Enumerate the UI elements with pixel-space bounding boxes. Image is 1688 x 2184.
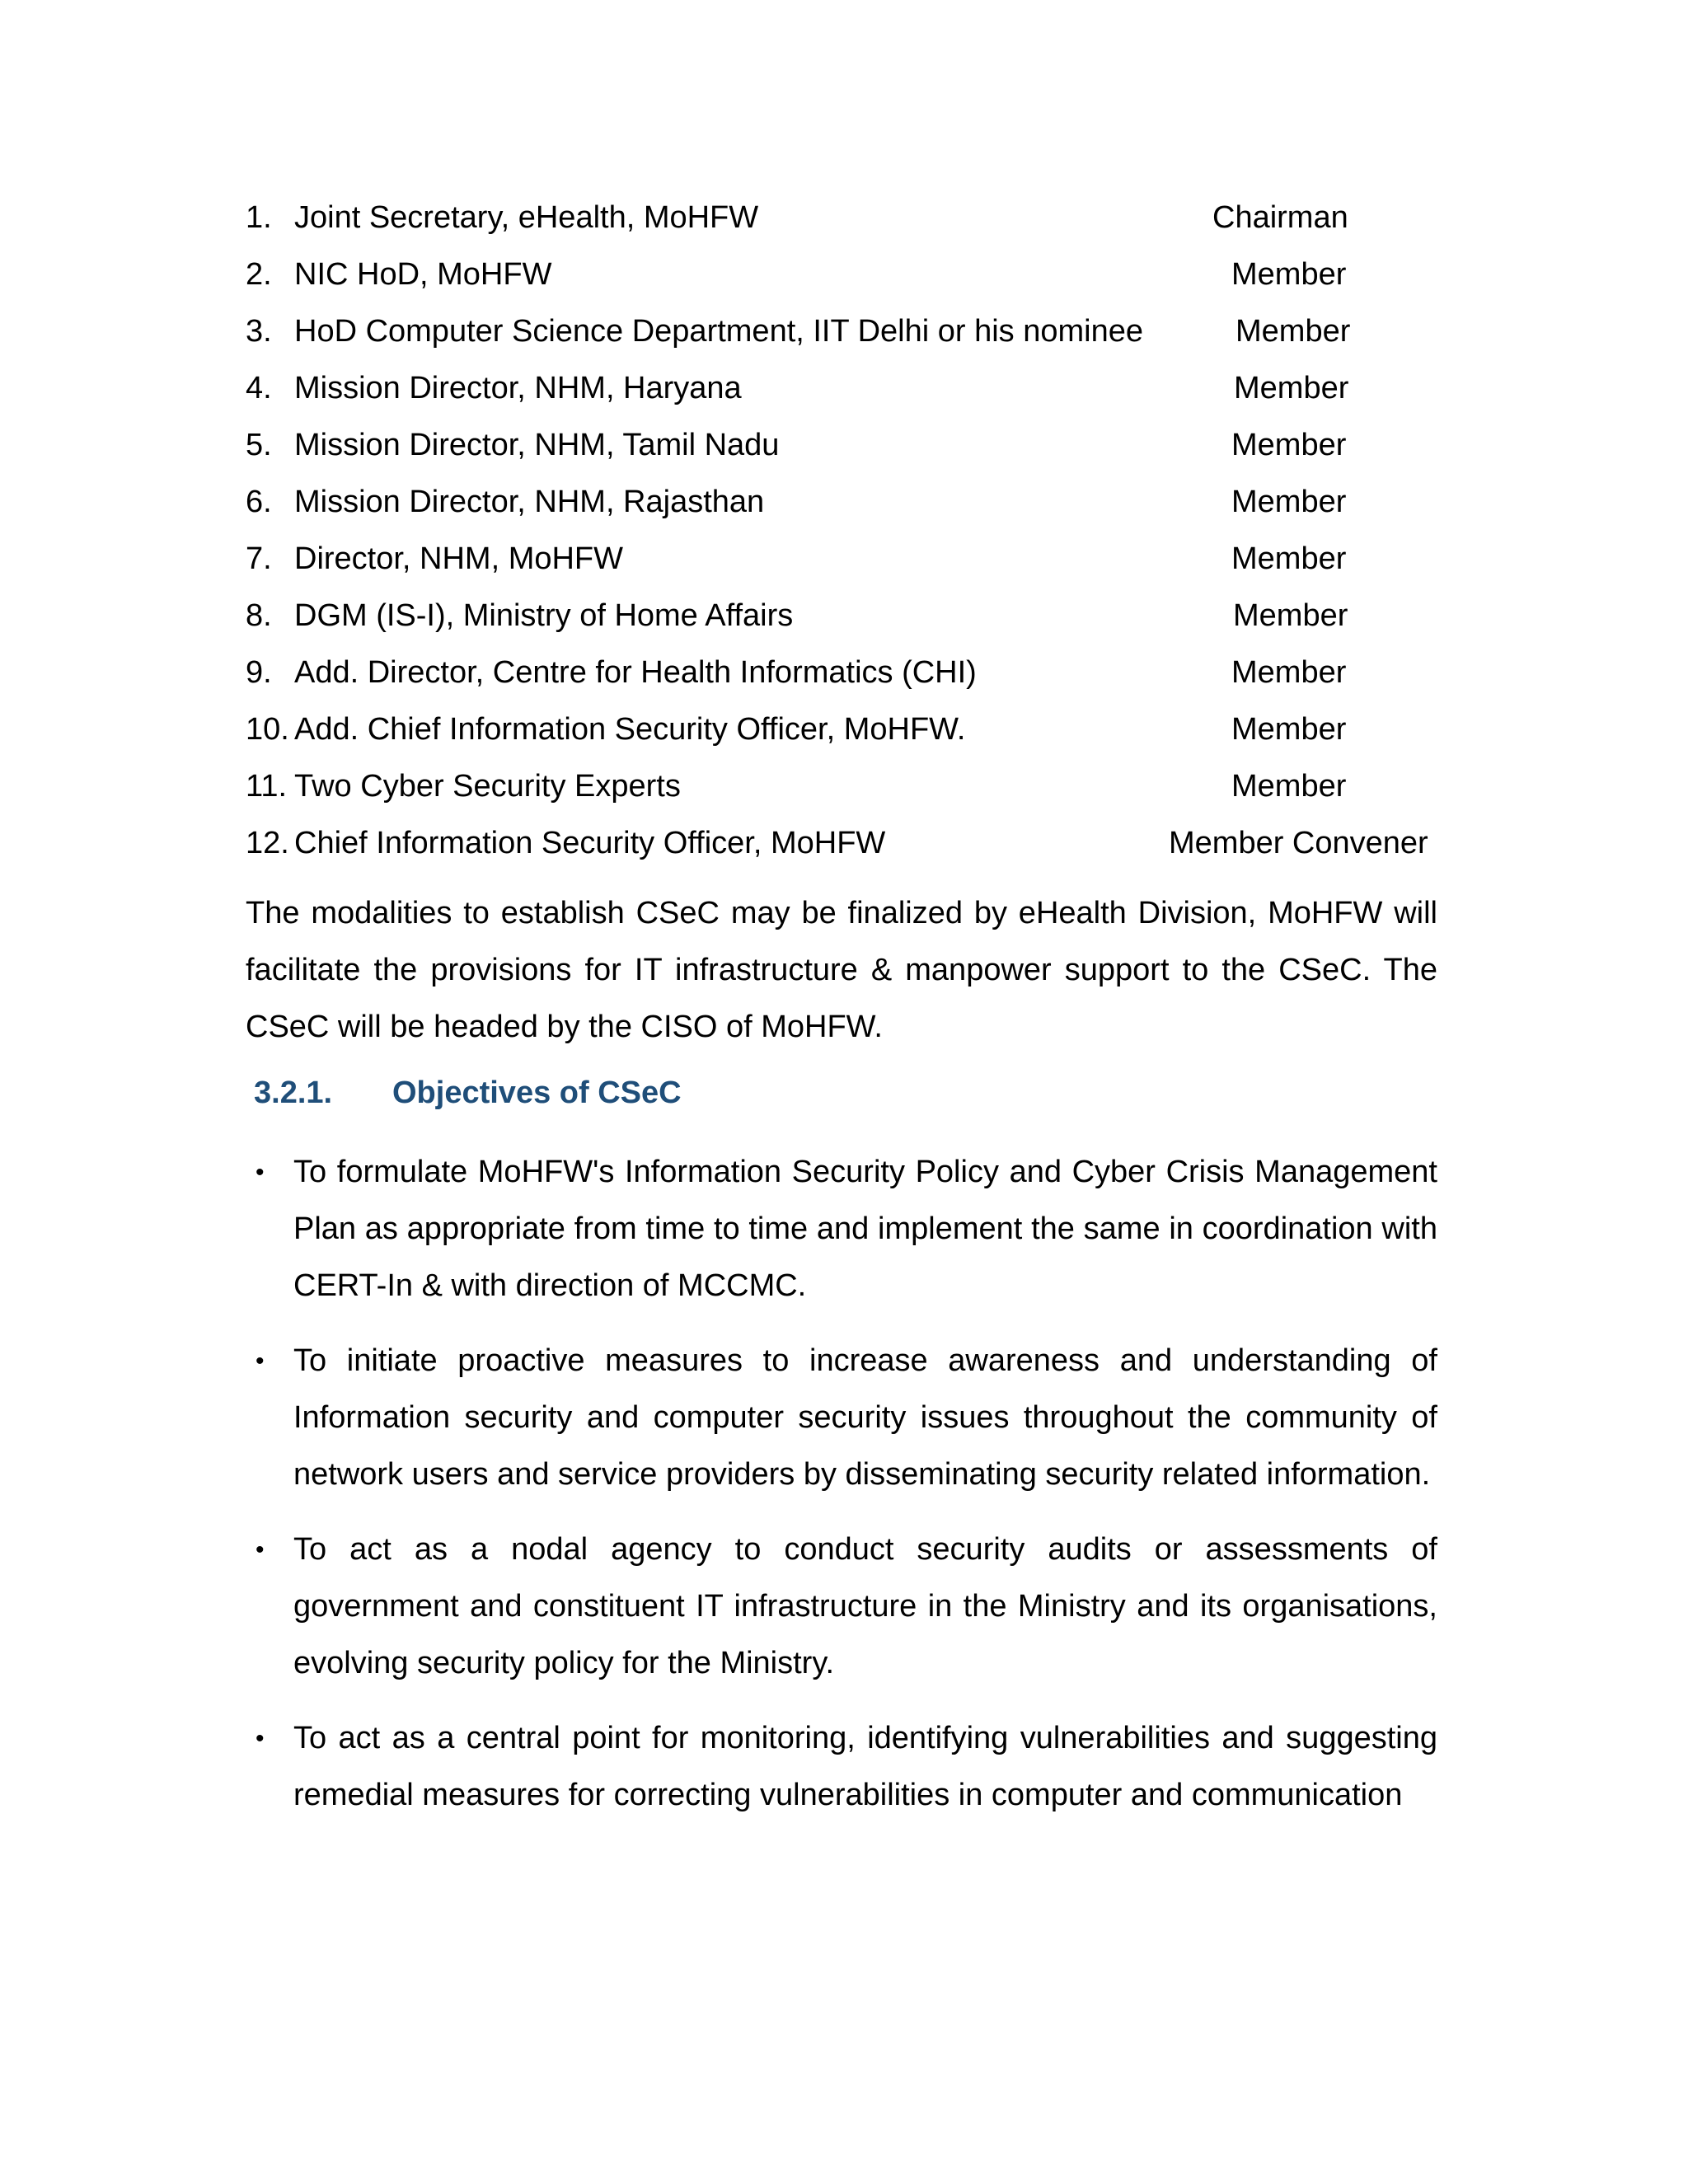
member-name: Mission Director, NHM, Tamil Nadu [294,428,780,462]
member-name: Two Cyber Security Experts [294,769,681,804]
member-role: Member [1233,598,1348,633]
member-number: 1. [246,200,272,235]
member-name: DGM (IS-I), Ministry of Home Affairs [294,598,794,633]
member-number: 3. [246,314,272,349]
member-name: Director, NHM, MoHFW [294,541,623,576]
member-number: 9. [246,655,272,690]
objectives-list [246,1144,1437,1842]
member-role: Member [1231,485,1347,519]
member-number: 8. [246,598,272,633]
bullet-icon: • [256,1725,265,1752]
member-number: 12. [246,826,289,860]
member-name: Add. Chief Information Security Officer, MoHFW. [294,712,966,747]
member-row [246,644,1441,701]
bullet-icon: • [256,1347,265,1375]
member-number: 4. [246,371,272,405]
member-name: NIC HoD, MoHFW [294,257,552,292]
member-row [246,474,1441,531]
member-name: Add. Director, Centre for Health Informatics (CHI) [294,655,977,690]
member-role: Member [1231,541,1347,576]
member-number: 6. [246,485,272,519]
member-row [246,701,1441,758]
member-name: HoD Computer Science Department, IIT Delhi or his nominee [294,314,1143,349]
member-role: Member [1234,371,1349,405]
objective-item [246,1521,1437,1692]
member-role: Member [1236,314,1351,349]
member-row [246,303,1441,360]
objective-text: To act as a central point for monitoring, identifying vulnerabilities and suggesting remedial measures for correcting vulnerabilities in computer and communication [293,1721,1437,1812]
member-row [246,758,1441,815]
section-title: Objectives of CSeC [392,1076,682,1110]
member-role: Member Convener [1169,826,1428,860]
member-number: 5. [246,428,272,462]
bullet-icon: • [256,1159,265,1186]
member-row [246,588,1441,644]
member-row [246,417,1441,474]
member-row [246,360,1441,417]
member-number: 7. [246,541,272,576]
member-name: Chief Information Security Officer, MoHFW [294,826,886,860]
objective-text: To act as a nodal agency to conduct security audits or assessments of government and constituent IT infrastructure in the Ministry and its organisations, evolving security policy for the Ministry. [293,1532,1437,1680]
member-number: 10. [246,712,289,747]
intro-paragraph: The modalities to establish CSeC may be finalized by eHealth Division, MoHFW will facilitate the provisions for IT infrastructure & manpower support to the CSeC. The CSeC will be headed by the CISO of MoHFW. [246,896,1437,1044]
objective-item [246,1710,1437,1824]
member-name: Mission Director, NHM, Haryana [294,371,742,405]
objective-text: To initiate proactive measures to increase awareness and understanding of Information security and computer security issues throughout the community of network users and service providers by disseminating security related information. [293,1343,1437,1492]
objective-item [246,1144,1437,1315]
member-number: 2. [246,257,272,292]
member-role: Chairman [1212,200,1348,235]
member-role: Member [1231,712,1347,747]
member-name: Mission Director, NHM, Rajasthan [294,485,765,519]
objective-item [246,1333,1437,1503]
member-name: Joint Secretary, eHealth, MoHFW [294,200,759,235]
bullet-icon: • [256,1536,265,1563]
member-role: Member [1231,428,1347,462]
objective-text: To formulate MoHFW's Information Security Policy and Cyber Crisis Management Plan as appropriate from time to time and implement the same in coordination with CERT-In & with direction of MCCMC. [293,1155,1437,1303]
member-role: Member [1231,655,1347,690]
member-role: Member [1231,769,1347,804]
section-number: 3.2.1. [254,1076,333,1110]
member-number: 11. [246,769,288,804]
section-heading [254,1068,682,1118]
member-row [246,190,1441,246]
member-row [246,815,1441,872]
member-row [246,531,1441,588]
member-row [246,246,1441,303]
committee-member-list [246,190,1441,872]
member-role: Member [1231,257,1347,292]
